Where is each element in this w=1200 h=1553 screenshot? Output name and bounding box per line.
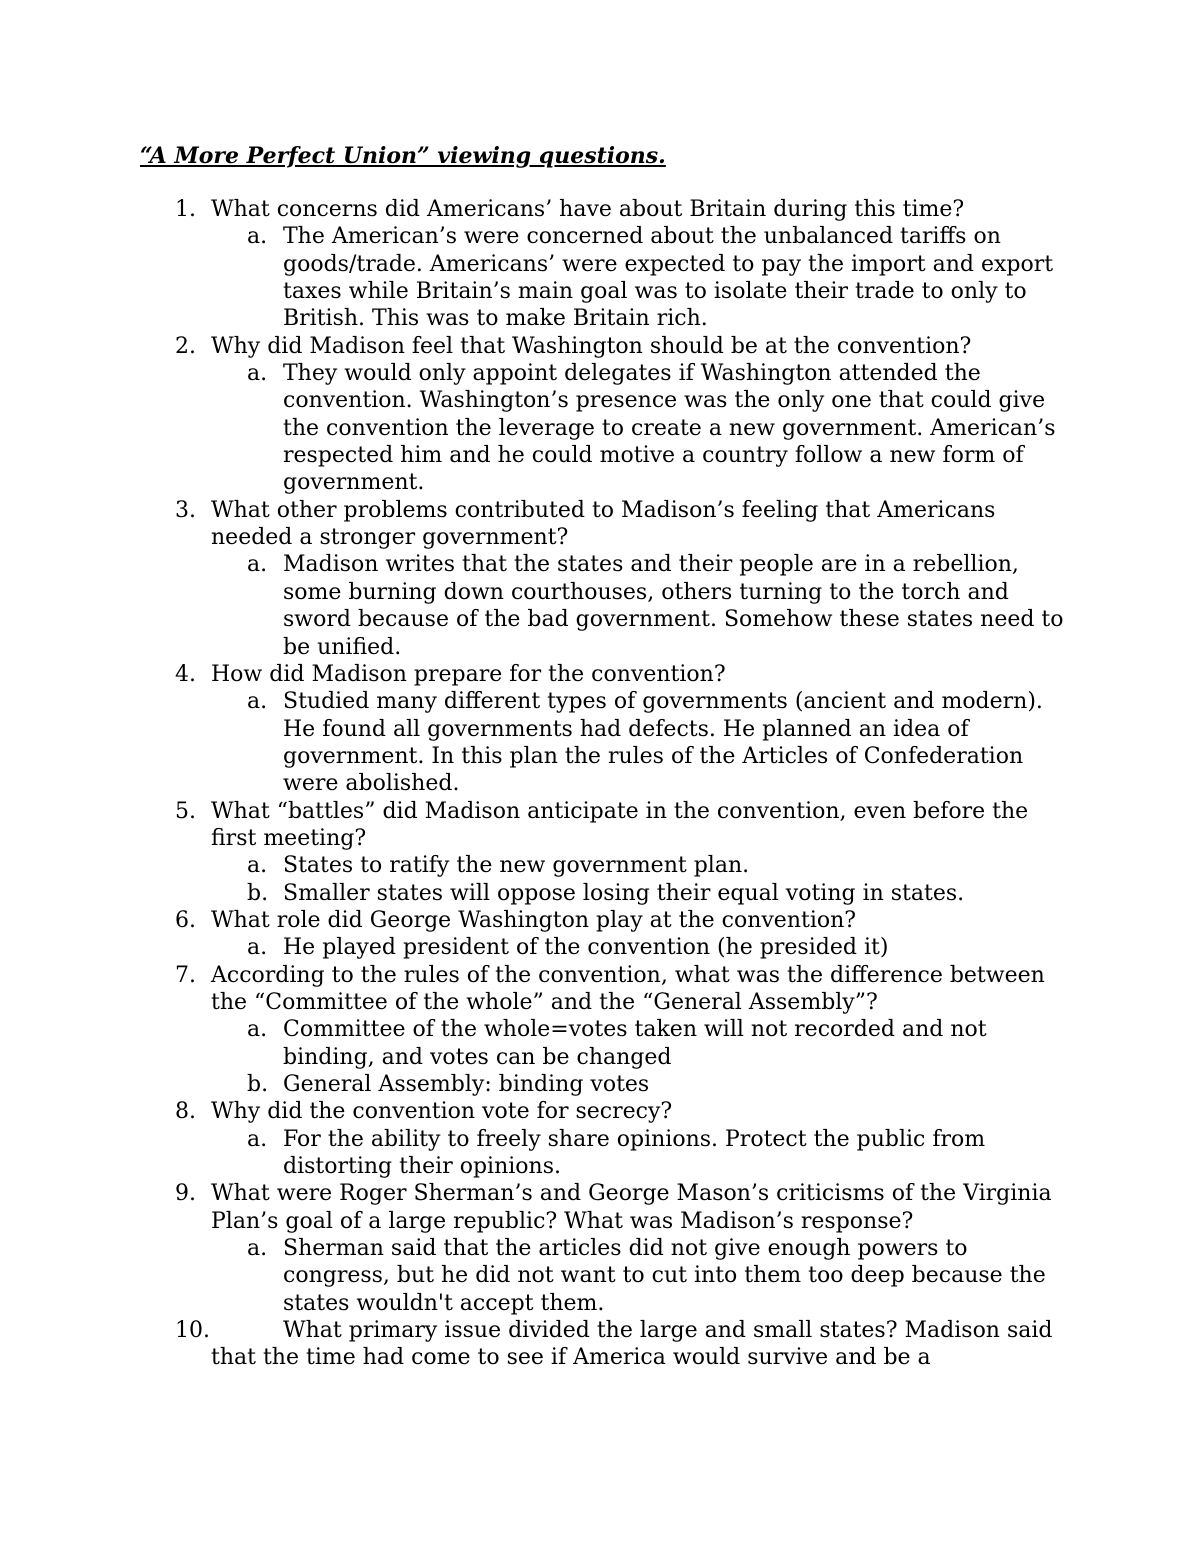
question-text: According to the rules of the convention, what was the difference between the “Committee of the whole” and the “General Assembly”? xyxy=(211,962,1045,1015)
answer-item xyxy=(0,934,1200,961)
answer-item xyxy=(0,688,1200,797)
answer-text: The American’s were concerned about the unbalanced tariffs on goods/trade. Americans’ were expected to pay the import and export taxes while Britain’s main goal was to isolate their trade to only to British. This was to make Britain rich. xyxy=(283,224,1054,332)
question-number: 3. xyxy=(175,497,196,523)
answer-item xyxy=(0,1126,1200,1181)
question-text: What “battles” did Madison anticipate in the convention, even before the first meeting? xyxy=(211,798,1029,851)
question-text: What other problems contributed to Madison’s feeling that Americans needed a stronger government? xyxy=(211,497,996,551)
question-text: What concerns did Americans’ have about Britain during this time? xyxy=(211,197,965,222)
question-number: 9. xyxy=(175,1181,196,1207)
answer-text: Studied many different types of governments (ancient and modern). He found all governments had defects. He planned an idea of government. In this plan the rules of the Articles of Confederation were abolished. xyxy=(283,689,1043,797)
answer-letter: a. xyxy=(247,361,268,387)
answer-letter: a. xyxy=(247,853,268,879)
answer-list xyxy=(0,934,1200,961)
answer-letter: b. xyxy=(247,880,269,906)
answer-list xyxy=(0,1126,1200,1181)
question-number: 5. xyxy=(175,798,196,824)
answer-text: They would only appoint delegates if Washington attended the convention. Washington’s presence was the only one that could give the convention the leverage to create a new government. American’s respected him and he could motive a country follow a new form of government. xyxy=(283,361,1056,496)
document-title: “A More Perfect Union” viewing questions. xyxy=(140,143,666,169)
answer-item xyxy=(0,360,1200,497)
question-item xyxy=(0,661,1200,798)
question-number: 10. xyxy=(175,1318,210,1344)
answer-list xyxy=(0,1016,1200,1098)
question-item xyxy=(0,907,1200,962)
answer-text: General Assembly: binding votes xyxy=(283,1072,650,1097)
answer-item xyxy=(0,1016,1200,1071)
question-number: 2. xyxy=(175,333,196,359)
answer-item xyxy=(0,880,1200,907)
answer-letter: a. xyxy=(247,689,268,715)
answer-letter: a. xyxy=(247,224,268,250)
question-number: 1. xyxy=(175,197,196,222)
question-text: Why did Madison feel that Washington should be at the convention? xyxy=(211,333,972,359)
answer-list xyxy=(0,223,1200,332)
question-number: 8. xyxy=(175,1099,196,1125)
question-text: What were Roger Sherman’s and George Mason’s criticisms of the Virginia Plan’s goal of a large republic? What was Madison’s response? xyxy=(211,1181,1052,1234)
question-item xyxy=(0,1180,1200,1317)
question-text: Why did the convention vote for secrecy? xyxy=(211,1099,673,1125)
answer-text: States to ratify the new government plan. xyxy=(283,853,750,879)
question-item xyxy=(0,196,1200,333)
answer-text: Committee of the whole=votes taken will not recorded and not binding, and votes can be changed xyxy=(283,1017,987,1070)
answer-letter: a. xyxy=(247,935,268,961)
answer-text: Madison writes that the states and their people are in a rebellion, some burning down courthouses, others turning to the torch and sword because of the bad government. Somehow these states need to be unified. xyxy=(283,552,1064,660)
answer-text: For the ability to freely share opinions. Protect the public from distorting their opinions. xyxy=(283,1126,986,1180)
question-item xyxy=(0,962,1200,1099)
answer-letter: a. xyxy=(247,1236,268,1262)
answer-item xyxy=(0,1235,1200,1317)
answer-letter: b. xyxy=(247,1072,269,1097)
answer-list xyxy=(0,852,1200,907)
answer-text: Smaller states will oppose losing their equal voting in states. xyxy=(283,880,965,906)
question-item xyxy=(0,497,1200,661)
question-list xyxy=(0,196,1200,1372)
question-text: What primary issue divided the large and small states? Madison said that the time had come to see if America would survive and be a xyxy=(211,1318,1053,1371)
answer-item xyxy=(0,551,1200,660)
question-item xyxy=(0,1317,1200,1372)
answer-list xyxy=(0,360,1200,497)
question-number: 6. xyxy=(175,907,196,933)
answer-item xyxy=(0,223,1200,332)
answer-list xyxy=(0,1235,1200,1317)
answer-list xyxy=(0,551,1200,660)
question-item xyxy=(0,1098,1200,1180)
answer-letter: a. xyxy=(247,552,268,578)
question-item xyxy=(0,798,1200,907)
answer-letter: a. xyxy=(247,1126,268,1152)
question-number: 4. xyxy=(175,661,196,687)
answer-item xyxy=(0,852,1200,879)
answer-text: Sherman said that the articles did not give enough powers to congress, but he did not want to cut into them too deep because the states wouldn't accept them. xyxy=(283,1236,1046,1316)
answer-text: He played president of the convention (he presided it) xyxy=(283,935,889,961)
answer-list xyxy=(0,688,1200,797)
answer-letter: a. xyxy=(247,1017,268,1043)
question-text: What role did George Washington play at the convention? xyxy=(211,907,857,933)
question-number: 7. xyxy=(175,962,196,988)
question-item xyxy=(0,333,1200,497)
question-text: How did Madison prepare for the convention? xyxy=(211,661,726,687)
answer-item xyxy=(0,1071,1200,1098)
